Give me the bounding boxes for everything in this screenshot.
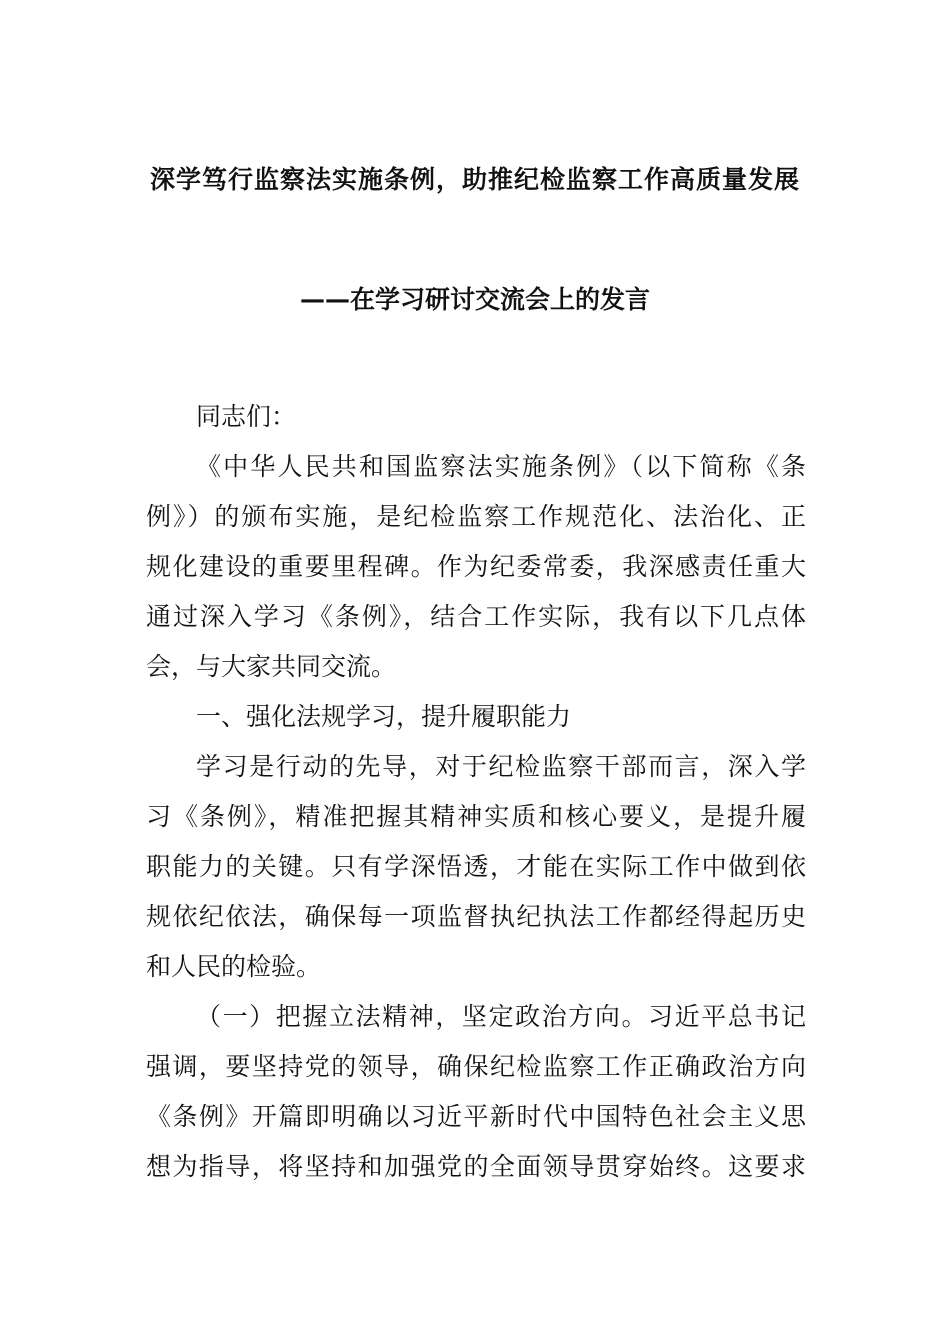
salutation: 同志们： [196,402,297,431]
document-subtitle: ——在学习研讨交流会上的发言 [299,285,650,314]
paragraph-line: 想为指导，将坚持和加强党的全面领导贯穿始终。这要求 [146,1152,806,1181]
paragraph-line: 强调，要坚持党的领导，确保纪检监察工作正确政治方向 [146,1052,806,1081]
paragraph-line: 习《条例》，精准把握其精神实质和核心要义，是提升履 [146,802,806,831]
paragraph-line: 通过深入学习《条例》，结合工作实际，我有以下几点体 [146,602,806,631]
paragraph-line: （一）把握立法精神，坚定政治方向。习近平总书记 [196,1002,806,1031]
paragraph-line: 《中华人民共和国监察法实施条例》（以下简称《条 [196,452,806,481]
paragraph-line: 规化建设的重要里程碑。作为纪委常委，我深感责任重大 [146,552,806,581]
paragraph-line: 学习是行动的先导，对于纪检监察干部而言，深入学 [196,752,806,781]
section-heading: 一、强化法规学习，提升履职能力 [196,702,572,731]
paragraph-line: 规依纪依法，确保每一项监督执纪执法工作都经得起历史 [146,902,806,931]
paragraph-line: 职能力的关键。只有学深悟透，才能在实际工作中做到依 [146,852,806,881]
document-title: 深学笃行监察法实施条例，助推纪检监察工作高质量发展 [149,165,800,194]
paragraph-line: 会，与大家共同交流。 [146,652,397,681]
paragraph-line: 例》）的颁布实施，是纪检监察工作规范化、法治化、正 [146,502,806,531]
paragraph-line: 和人民的检验。 [146,952,322,981]
paragraph-line: 《条例》开篇即明确以习近平新时代中国特色社会主义思 [146,1102,806,1131]
